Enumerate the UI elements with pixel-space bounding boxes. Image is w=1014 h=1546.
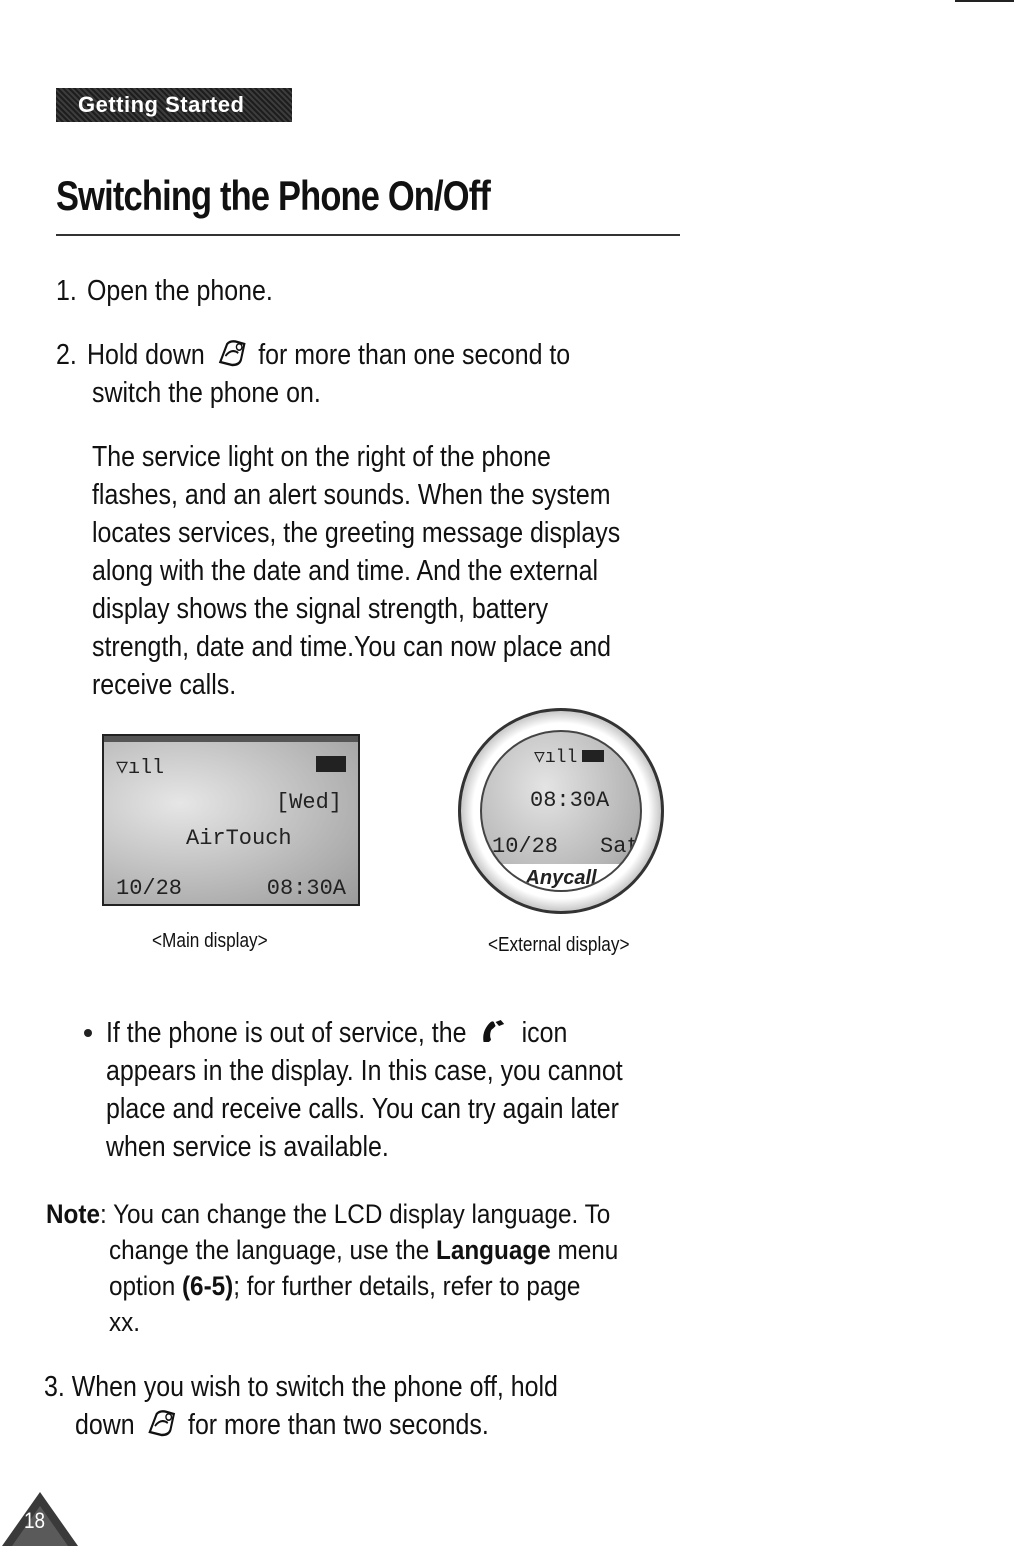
- paragraph-line: strength, date and time.You can now place and: [92, 631, 612, 663]
- external-display-lcd: [480, 730, 642, 892]
- paragraph-line: The service light on the right of the phone: [92, 441, 551, 473]
- step-text-part: for more than one second to: [258, 339, 571, 371]
- brand-label: Anycall: [482, 864, 640, 892]
- language-note: [46, 1196, 619, 1337]
- display-day: Sat: [600, 834, 640, 859]
- description-paragraph: [92, 438, 620, 704]
- signal-strength-icon: ▽ıll: [116, 757, 165, 780]
- paragraph-line: flashes, and an alert sounds. When the system: [92, 479, 611, 511]
- step-line: [44, 1368, 558, 1406]
- bullet-dot: [84, 1029, 92, 1037]
- section-tab: Getting Started: [56, 88, 292, 122]
- display-date: 10/28: [492, 834, 559, 859]
- display-day: [Wed]: [275, 790, 342, 815]
- bullet-line: appears in the display. In this case, you cannot: [106, 1055, 623, 1087]
- step-text-part: Hold down: [86, 339, 205, 371]
- bullet-line: place and receive calls. You can try again later: [106, 1093, 619, 1125]
- end-power-key-icon: [145, 1408, 178, 1438]
- note-line: [109, 1232, 618, 1268]
- language-menu-name: Language: [435, 1235, 551, 1265]
- paragraph-line: receive calls.: [92, 669, 237, 701]
- display-time: 08:30A: [530, 788, 610, 813]
- page-title: Switching the Phone On/Off: [56, 172, 491, 219]
- paragraph-line: display shows the signal strength, battery: [92, 593, 549, 625]
- note-text-part: ; for further details, refer to page: [233, 1271, 581, 1301]
- step-number: 3.: [44, 1371, 65, 1403]
- battery-icon: [316, 756, 346, 772]
- paragraph-line: locates services, the greeting message displays: [92, 517, 621, 549]
- step-text: When you wish to switch the phone off, hold: [71, 1371, 558, 1403]
- paragraph-line: along with the date and time. And the external: [92, 555, 599, 587]
- note-line: xx.: [109, 1307, 141, 1337]
- step-line: [44, 1406, 558, 1444]
- step-text-part: down: [74, 1409, 135, 1441]
- main-display-screen: [102, 734, 360, 906]
- step-number: 1.: [56, 275, 77, 307]
- step-text: [87, 336, 570, 374]
- display-date: 10/28: [116, 876, 183, 901]
- step-2-line-2: switch the phone on.: [92, 377, 321, 409]
- note-line: [109, 1268, 618, 1304]
- note-line: [46, 1196, 610, 1232]
- note-text-part: : You can change the LCD display language. To: [100, 1199, 611, 1229]
- bullet-line: [106, 1014, 623, 1052]
- bullet-line: when service is available.: [106, 1131, 389, 1163]
- main-display-caption: <Main display>: [152, 930, 268, 952]
- step-text-part: for more than two seconds.: [188, 1409, 489, 1441]
- display-top-bar: [104, 736, 358, 742]
- step-number: 2.: [56, 339, 77, 371]
- display-time: 08:30A: [266, 876, 346, 901]
- external-display-screen: [458, 708, 668, 914]
- note-label: Note: [46, 1199, 100, 1229]
- external-display-caption: <External display>: [488, 934, 630, 956]
- signal-strength-icon: ▽ıll: [534, 748, 578, 768]
- top-corner-rule: [955, 0, 1014, 2]
- note-text-part: change the language, use the: [109, 1235, 436, 1265]
- menu-option-code: (6-5): [181, 1271, 234, 1301]
- bullet-text-part: If the phone is out of service, the: [106, 1017, 467, 1049]
- note-continuation: [109, 1232, 618, 1340]
- bullet-text: [106, 1014, 623, 1166]
- no-service-icon: [480, 1018, 508, 1044]
- note-text-part: option: [109, 1271, 182, 1301]
- end-power-key-icon: [215, 338, 248, 368]
- battery-icon: [582, 750, 604, 762]
- step-text: Open the phone.: [86, 275, 273, 307]
- title-underline: [56, 234, 680, 236]
- bullet-text-part: icon: [521, 1017, 568, 1049]
- page-number-badge: [0, 1486, 80, 1546]
- step-3: [44, 1368, 558, 1444]
- page-number: 18: [24, 1508, 46, 1533]
- note-text-part: menu: [550, 1235, 619, 1265]
- display-greeting: AirTouch: [186, 826, 292, 851]
